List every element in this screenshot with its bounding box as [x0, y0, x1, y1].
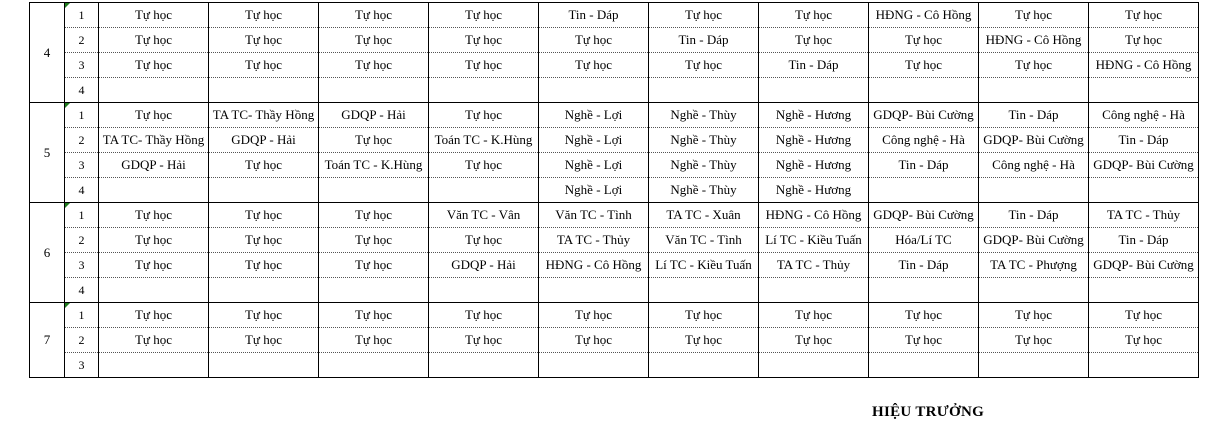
period-cell [65, 3, 99, 28]
lesson-cell: HĐNG - Cô Hồng [539, 253, 649, 278]
period-cell [65, 228, 99, 253]
lesson-cell: Tin - Dáp [759, 53, 869, 78]
lesson-cell: Tự học [539, 328, 649, 353]
lesson-cell: TA TC- Thầy Hồng [209, 103, 319, 128]
lesson-cell: Lí TC - Kiều Tuấn [759, 228, 869, 253]
lesson-cell [1089, 353, 1199, 378]
lesson-cell: Nghề - Thùy [649, 153, 759, 178]
lesson-cell: HĐNG - Cô Hồng [869, 3, 979, 28]
lesson-cell: TA TC - Phượng [979, 253, 1089, 278]
lesson-cell: Nghề - Hương [759, 178, 869, 203]
lesson-cell: Tự học [319, 128, 429, 153]
lesson-cell: Tự học [759, 28, 869, 53]
period-cell [65, 78, 99, 103]
lesson-cell: Tự học [319, 28, 429, 53]
timetable-row [30, 278, 1199, 303]
lesson-cell: TA TC - Thủy [1089, 203, 1199, 228]
lesson-cell: Tự học [99, 303, 209, 328]
lesson-cell [539, 78, 649, 103]
lesson-cell [209, 353, 319, 378]
lesson-cell [99, 353, 209, 378]
period-number: 1 [78, 107, 85, 122]
lesson-cell: GDQP - Hải [209, 128, 319, 153]
lesson-cell [979, 278, 1089, 303]
lesson-cell [99, 278, 209, 303]
lesson-cell: Tự học [649, 303, 759, 328]
lesson-cell [979, 178, 1089, 203]
lesson-cell [319, 353, 429, 378]
lesson-cell: Công nghệ - Hà [869, 128, 979, 153]
day-cell: 7 [30, 303, 65, 378]
period-number: 4 [78, 182, 85, 197]
lesson-cell: Tự học [209, 303, 319, 328]
period-cell [65, 203, 99, 228]
lesson-cell: Nghề - Hương [759, 103, 869, 128]
lesson-cell: Tự học [319, 303, 429, 328]
period-number: 2 [78, 32, 85, 47]
lesson-cell: Công nghệ - Hà [979, 153, 1089, 178]
lesson-cell [319, 278, 429, 303]
period-cell [65, 253, 99, 278]
lesson-cell: GDQP - Hải [319, 103, 429, 128]
timetable-row [30, 353, 1199, 378]
lesson-cell: Tự học [979, 328, 1089, 353]
period-cell [65, 153, 99, 178]
lesson-cell: Nghề - Hương [759, 153, 869, 178]
lesson-cell: Tự học [319, 328, 429, 353]
timetable-row [30, 28, 1199, 53]
lesson-cell: Tự học [1089, 28, 1199, 53]
timetable-row [30, 3, 1199, 28]
timetable-row [30, 128, 1199, 153]
timetable-row [30, 253, 1199, 278]
lesson-cell: Tự học [759, 328, 869, 353]
period-number: 1 [78, 7, 85, 22]
period-cell [65, 128, 99, 153]
lesson-cell: Tin - Dáp [979, 103, 1089, 128]
cell-corner-marker-icon [65, 3, 70, 8]
lesson-cell: Tự học [99, 253, 209, 278]
lesson-cell: Nghề - Hương [759, 128, 869, 153]
period-number: 3 [78, 157, 85, 172]
lesson-cell: Nghề - Lợi [539, 103, 649, 128]
timetable-row [30, 203, 1199, 228]
lesson-cell: Tự học [1089, 3, 1199, 28]
period-number: 2 [78, 132, 85, 147]
lesson-cell [979, 78, 1089, 103]
lesson-cell: GDQP- Bùi Cường [1089, 153, 1199, 178]
lesson-cell [539, 278, 649, 303]
period-number: 4 [78, 282, 85, 297]
lesson-cell: GDQP- Bùi Cường [979, 228, 1089, 253]
period-number: 1 [78, 307, 85, 322]
lesson-cell: Nghề - Lợi [539, 128, 649, 153]
lesson-cell: HĐNG - Cô Hồng [759, 203, 869, 228]
lesson-cell: TA TC - Xuân [649, 203, 759, 228]
lesson-cell: Tự học [209, 253, 319, 278]
lesson-cell: HĐNG - Cô Hồng [979, 28, 1089, 53]
lesson-cell: Tự học [99, 203, 209, 228]
lesson-cell: Hóa/Lí TC [869, 228, 979, 253]
lesson-cell: TA TC - Thủy [539, 228, 649, 253]
lesson-cell: GDQP- Bùi Cường [979, 128, 1089, 153]
lesson-cell [649, 353, 759, 378]
timetable-row [30, 228, 1199, 253]
period-number: 3 [78, 357, 85, 372]
lesson-cell: GDQP- Bùi Cường [1089, 253, 1199, 278]
lesson-cell [209, 78, 319, 103]
lesson-cell: Tự học [539, 53, 649, 78]
lesson-cell: Tự học [649, 328, 759, 353]
lesson-cell: Toán TC - K.Hùng [319, 153, 429, 178]
period-cell [65, 328, 99, 353]
lesson-cell [429, 278, 539, 303]
lesson-cell: Tự học [99, 103, 209, 128]
cell-corner-marker-icon [65, 203, 70, 208]
lesson-cell: Tự học [209, 153, 319, 178]
lesson-cell [429, 78, 539, 103]
lesson-cell: Tự học [429, 153, 539, 178]
lesson-cell: Tin - Dáp [1089, 228, 1199, 253]
lesson-cell: Tự học [429, 103, 539, 128]
timetable-row [30, 153, 1199, 178]
period-cell [65, 353, 99, 378]
lesson-cell: Tự học [979, 303, 1089, 328]
lesson-cell: Nghề - Thùy [649, 178, 759, 203]
cell-corner-marker-icon [65, 303, 70, 308]
lesson-cell [869, 178, 979, 203]
lesson-cell [759, 278, 869, 303]
lesson-cell [649, 78, 759, 103]
lesson-cell: Tin - Dáp [539, 3, 649, 28]
lesson-cell: Tự học [979, 3, 1089, 28]
lesson-cell: Tự học [649, 53, 759, 78]
lesson-cell: Nghề - Thùy [649, 103, 759, 128]
lesson-cell: Tin - Dáp [1089, 128, 1199, 153]
lesson-cell [539, 353, 649, 378]
lesson-cell: Tự học [319, 203, 429, 228]
lesson-cell: Công nghệ - Hà [1089, 103, 1199, 128]
lesson-cell [1089, 78, 1199, 103]
lesson-cell: TA TC - Thủy [759, 253, 869, 278]
period-number: 3 [78, 257, 85, 272]
lesson-cell: Tự học [1089, 328, 1199, 353]
lesson-cell [1089, 278, 1199, 303]
period-cell [65, 28, 99, 53]
period-number: 1 [78, 207, 85, 222]
lesson-cell [869, 78, 979, 103]
lesson-cell: Tin - Dáp [649, 28, 759, 53]
lesson-cell: Tin - Dáp [979, 203, 1089, 228]
lesson-cell: Tự học [319, 253, 429, 278]
lesson-cell: Tự học [99, 3, 209, 28]
timetable-row [30, 103, 1199, 128]
lesson-cell [759, 78, 869, 103]
period-cell [65, 303, 99, 328]
lesson-cell: Tự học [99, 328, 209, 353]
lesson-cell [319, 178, 429, 203]
lesson-cell: Tự học [1089, 303, 1199, 328]
lesson-cell: Tự học [209, 228, 319, 253]
timetable-row [30, 328, 1199, 353]
day-cell: 6 [30, 203, 65, 303]
timetable-row [30, 53, 1199, 78]
period-cell [65, 178, 99, 203]
lesson-cell: Tự học [539, 28, 649, 53]
period-number: 4 [78, 82, 85, 97]
lesson-cell [759, 353, 869, 378]
lesson-cell: Tự học [649, 3, 759, 28]
lesson-cell: Tự học [539, 303, 649, 328]
period-number: 3 [78, 57, 85, 72]
period-cell [65, 103, 99, 128]
lesson-cell: Tự học [869, 53, 979, 78]
lesson-cell: GDQP- Bùi Cường [869, 103, 979, 128]
lesson-cell: Tự học [869, 303, 979, 328]
lesson-cell [429, 353, 539, 378]
timetable [29, 2, 1199, 378]
period-number: 2 [78, 332, 85, 347]
timetable-row [30, 303, 1199, 328]
lesson-cell: Văn TC - Vân [429, 203, 539, 228]
lesson-cell: Nghề - Thùy [649, 128, 759, 153]
lesson-cell: Tự học [429, 228, 539, 253]
lesson-cell: Tự học [319, 53, 429, 78]
lesson-cell: Tự học [869, 28, 979, 53]
lesson-cell: Tự học [209, 53, 319, 78]
lesson-cell: HĐNG - Cô Hồng [1089, 53, 1199, 78]
lesson-cell: Tự học [429, 303, 539, 328]
cell-corner-marker-icon [65, 103, 70, 108]
lesson-cell: Tin - Dáp [869, 153, 979, 178]
lesson-cell [869, 353, 979, 378]
timetable-body [30, 3, 1199, 378]
lesson-cell: Tự học [99, 28, 209, 53]
lesson-cell: Tự học [319, 228, 429, 253]
lesson-cell: Tin - Dáp [869, 253, 979, 278]
lesson-cell [209, 278, 319, 303]
timetable-row [30, 78, 1199, 103]
lesson-cell: Lí TC - Kiều Tuấn [649, 253, 759, 278]
lesson-cell: Tự học [429, 53, 539, 78]
period-cell [65, 53, 99, 78]
lesson-cell: Tự học [759, 303, 869, 328]
timetable-row [30, 178, 1199, 203]
lesson-cell [869, 278, 979, 303]
lesson-cell: Tự học [759, 3, 869, 28]
lesson-cell: Nghề - Lợi [539, 178, 649, 203]
lesson-cell: Tự học [209, 203, 319, 228]
lesson-cell: TA TC- Thầy Hồng [99, 128, 209, 153]
lesson-cell: GDQP- Bùi Cường [869, 203, 979, 228]
lesson-cell [979, 353, 1089, 378]
day-cell: 4 [30, 3, 65, 103]
lesson-cell [649, 278, 759, 303]
period-number: 2 [78, 232, 85, 247]
lesson-cell: Tự học [979, 53, 1089, 78]
lesson-cell [99, 78, 209, 103]
lesson-cell [99, 178, 209, 203]
day-cell: 5 [30, 103, 65, 203]
lesson-cell: Tự học [209, 328, 319, 353]
lesson-cell [209, 178, 319, 203]
lesson-cell: GDQP - Hải [99, 153, 209, 178]
lesson-cell: Tự học [209, 3, 319, 28]
lesson-cell [1089, 178, 1199, 203]
lesson-cell: Tự học [99, 53, 209, 78]
lesson-cell [429, 178, 539, 203]
lesson-cell: Nghề - Lợi [539, 153, 649, 178]
lesson-cell: Tự học [429, 3, 539, 28]
lesson-cell: Văn TC - Tình [649, 228, 759, 253]
lesson-cell: Tự học [429, 28, 539, 53]
principal-signature-title: HIỆU TRƯỞNG [872, 404, 985, 420]
lesson-cell: Tự học [429, 328, 539, 353]
lesson-cell: Tự học [319, 3, 429, 28]
lesson-cell: GDQP - Hải [429, 253, 539, 278]
lesson-cell [319, 78, 429, 103]
lesson-cell: Toán TC - K.Hùng [429, 128, 539, 153]
lesson-cell: Tự học [869, 328, 979, 353]
lesson-cell: Văn TC - Tình [539, 203, 649, 228]
lesson-cell: Tự học [209, 28, 319, 53]
period-cell [65, 278, 99, 303]
lesson-cell: Tự học [99, 228, 209, 253]
